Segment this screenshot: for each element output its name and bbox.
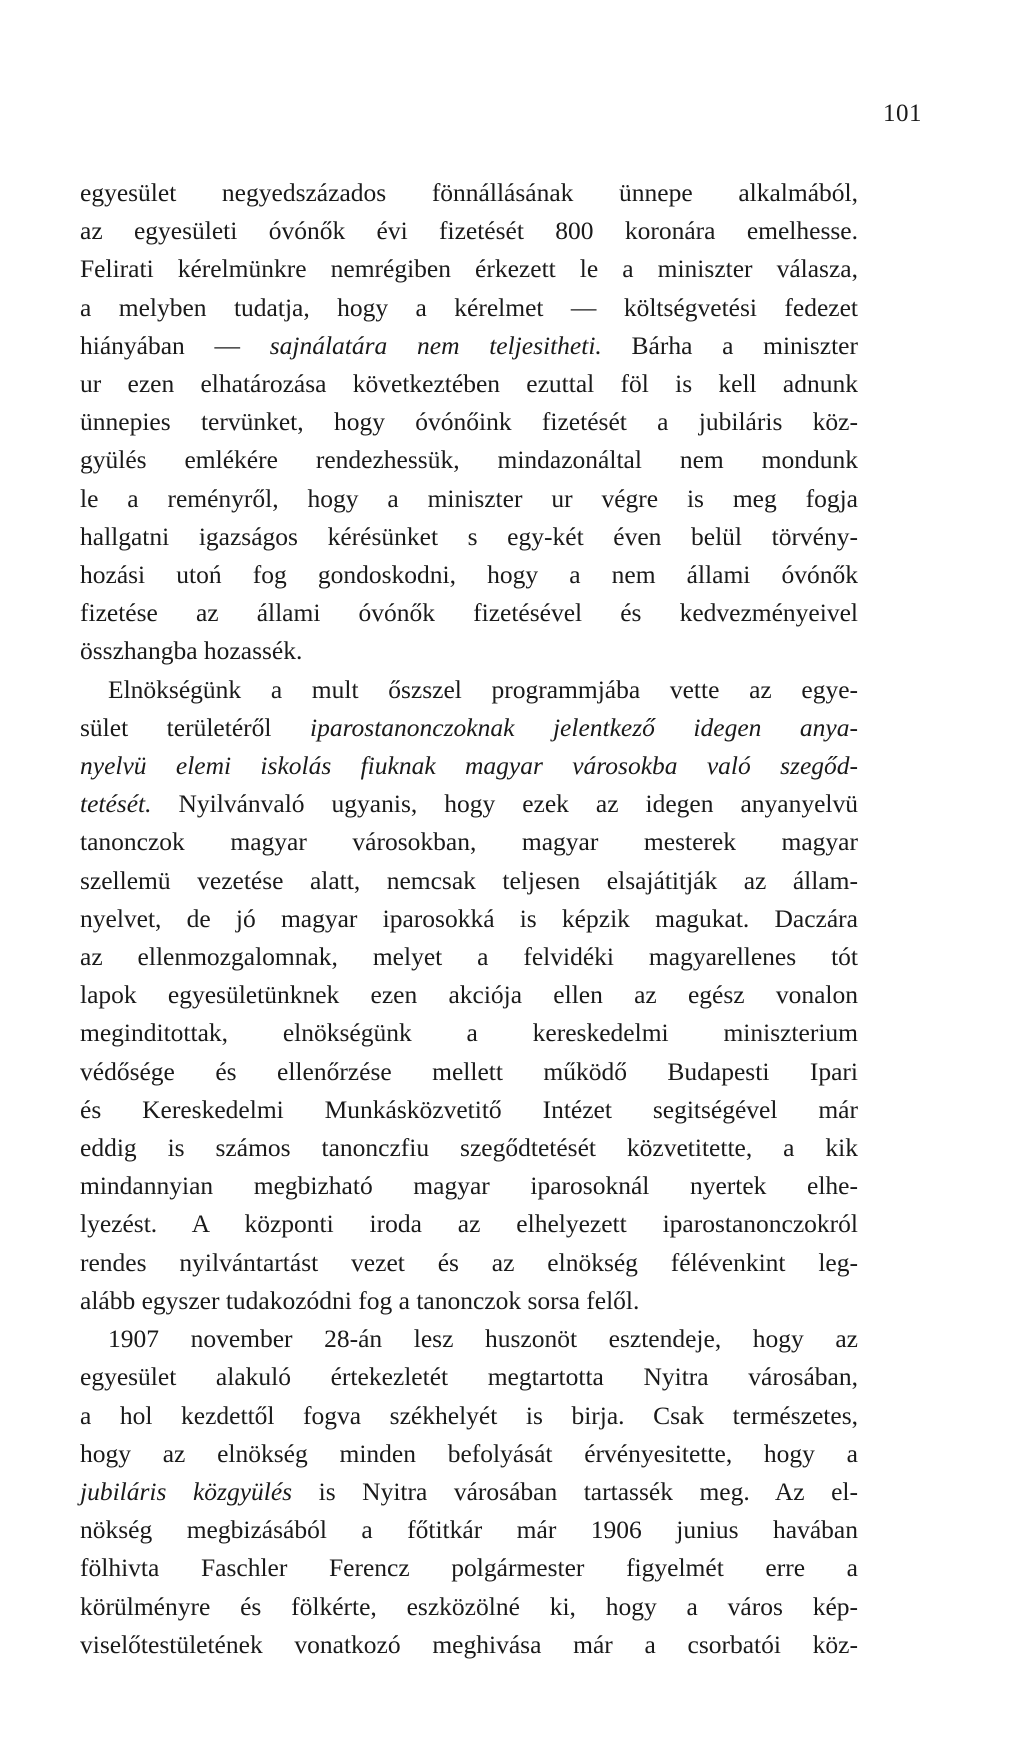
text-line bbox=[80, 1626, 858, 1664]
text-line bbox=[80, 1053, 858, 1091]
text-line bbox=[80, 747, 858, 785]
text-segment: hogy az elnökség minden befolyását érvényesitette, hogy a bbox=[80, 1438, 858, 1468]
text-segment: nyelvet, de jó magyar iparosokká is képzik magukat. Daczára bbox=[80, 903, 858, 933]
text-segment: hozási utoń fog gondoskodni, hogy a nem állami óvónők bbox=[80, 560, 858, 590]
text-segment: eddig is számos tanonczfiu szegődtetését közvetitette, a kik bbox=[80, 1133, 858, 1163]
text-line bbox=[80, 480, 858, 518]
text-line bbox=[80, 289, 858, 327]
text-segment: hiányában — bbox=[80, 330, 270, 360]
text-segment: viselőtestületének vonatkozó meghivása már a csorbatói köz- bbox=[80, 1629, 858, 1659]
text-segment: alább egyszer tudakozódni fog a tanonczok sorsa felől. bbox=[80, 1285, 640, 1315]
text-segment: összhangba hozassék. bbox=[80, 636, 303, 666]
text-segment: mindannyian megbizható magyar iparosoknál nyertek elhe- bbox=[80, 1171, 858, 1201]
text-line bbox=[80, 671, 858, 709]
text-line bbox=[80, 250, 858, 288]
text-segment: gyülés emlékére rendezhessük, mindazonáltal nem mondunk bbox=[80, 445, 858, 475]
text-line bbox=[80, 556, 858, 594]
text-line bbox=[80, 1473, 858, 1511]
text-line bbox=[80, 785, 858, 823]
text-line bbox=[80, 441, 858, 479]
text-segment: és Kereskedelmi Munkásközvetitő Intézet segitségével már bbox=[80, 1094, 858, 1124]
text-segment: Felirati kérelmünkre nemrégiben érkezett le a miniszter válasza, bbox=[80, 254, 858, 284]
text-segment: fizetése az állami óvónők fizetésével és kedvezményeivel bbox=[80, 598, 858, 628]
italic-text: sajnálatára nem teljesitheti. bbox=[269, 330, 602, 360]
text-segment: tanonczok magyar városokban, magyar mesterek magyar bbox=[80, 827, 858, 857]
text-segment: lyezést. A központi iroda az elhelyezett iparostanonczokról bbox=[80, 1209, 858, 1239]
text-line bbox=[80, 518, 858, 556]
text-line bbox=[80, 1014, 858, 1052]
text-segment: lapok egyesületünknek ezen akciója ellen az egész vonalon bbox=[80, 980, 858, 1010]
text-line bbox=[80, 1397, 858, 1435]
text-segment: rendes nyilvántartást vezet és az elnökség félévenkint leg- bbox=[80, 1247, 858, 1277]
text-segment: a melyben tudatja, hogy a kérelmet — költségvetési fedezet bbox=[80, 292, 858, 322]
text-line bbox=[80, 1282, 858, 1320]
text-line bbox=[80, 862, 858, 900]
text-segment: védősége és ellenőrzése mellett működő Budapesti Ipari bbox=[80, 1056, 858, 1086]
text-segment: meginditottak, elnökségünk a kereskedelmi miniszterium bbox=[80, 1018, 858, 1048]
italic-text: tetését. bbox=[80, 789, 152, 819]
text-segment: körülményre és fölkérte, eszközölné ki, hogy a város kép- bbox=[80, 1591, 858, 1621]
text-line bbox=[80, 1205, 858, 1243]
text-line bbox=[80, 1549, 858, 1587]
text-segment: is Nyitra városában tartassék meg. Az el- bbox=[292, 1476, 859, 1506]
text-line bbox=[80, 174, 858, 212]
text-line bbox=[80, 1091, 858, 1129]
text-line bbox=[80, 823, 858, 861]
text-segment: egyesület negyedszázados fönnállásának ünnepe alkalmából, bbox=[80, 178, 858, 207]
text-line bbox=[80, 212, 858, 250]
text-line bbox=[80, 1358, 858, 1396]
text-segment: a hol kezdettől fogva székhelyét is birja. Csak természetes, bbox=[80, 1400, 858, 1430]
text-line bbox=[80, 594, 858, 632]
text-line bbox=[80, 1435, 858, 1473]
text-line bbox=[80, 327, 858, 365]
text-line bbox=[80, 1167, 858, 1205]
text-segment: Nyilvánvaló ugyanis, hogy ezek az idegen anyanyelvü bbox=[151, 789, 858, 819]
text-line bbox=[80, 365, 858, 403]
text-segment: sület területéről bbox=[80, 712, 310, 742]
text-segment: ur ezen elhatározása következtében ezuttal föl is kell adnunk bbox=[80, 369, 858, 399]
italic-text: iparostanonczoknak jelentkező idegen anya- bbox=[309, 712, 858, 742]
text-segment: Bárha a miniszter bbox=[601, 330, 858, 360]
body-text bbox=[80, 174, 858, 1664]
text-segment: az egyesületi óvónők évi fizetését 800 koronára emelhesse. bbox=[80, 216, 858, 246]
page-number: 101 bbox=[883, 100, 922, 127]
text-segment: hallgatni igazságos kérésünket s egy-két éven belül törvény- bbox=[80, 521, 858, 551]
text-segment: le a reményről, hogy a miniszter ur végre is meg fogja bbox=[80, 483, 858, 513]
text-segment: ünnepies tervünket, hogy óvónőink fizetését a jubiláris köz- bbox=[80, 407, 858, 437]
text-segment: 1907 november 28-án lesz huszonöt esztendeje, hogy az bbox=[108, 1324, 858, 1354]
text-segment: nökség megbizásából a főtitkár már 1906 junius havában bbox=[80, 1515, 858, 1545]
text-line bbox=[80, 976, 858, 1014]
italic-text: nyelvü elemi iskolás fiuknak magyar városokba való szegőd- bbox=[80, 751, 858, 781]
text-line bbox=[80, 900, 858, 938]
text-segment: az ellenmozgalomnak, melyet a felvidéki magyarellenes tót bbox=[80, 942, 858, 972]
italic-text: jubiláris közgyülés bbox=[80, 1476, 293, 1506]
text-segment: szellemü vezetése alatt, nemcsak teljesen elsajátitják az állam- bbox=[80, 865, 858, 895]
text-segment: fölhivta Faschler Ferencz polgármester figyelmét erre a bbox=[80, 1553, 858, 1583]
text-line bbox=[80, 709, 858, 747]
text-segment: Elnökségünk a mult őszszel programmjába vette az egye- bbox=[108, 674, 858, 704]
text-segment: egyesület alakuló értekezletét megtartotta Nyitra városában, bbox=[80, 1362, 858, 1392]
text-line bbox=[80, 1244, 858, 1282]
text-line bbox=[80, 1511, 858, 1549]
text-line bbox=[80, 1588, 858, 1626]
text-line bbox=[80, 403, 858, 441]
text-line bbox=[80, 938, 858, 976]
text-line bbox=[80, 632, 858, 670]
text-line bbox=[80, 1320, 858, 1358]
text-line bbox=[80, 1129, 858, 1167]
